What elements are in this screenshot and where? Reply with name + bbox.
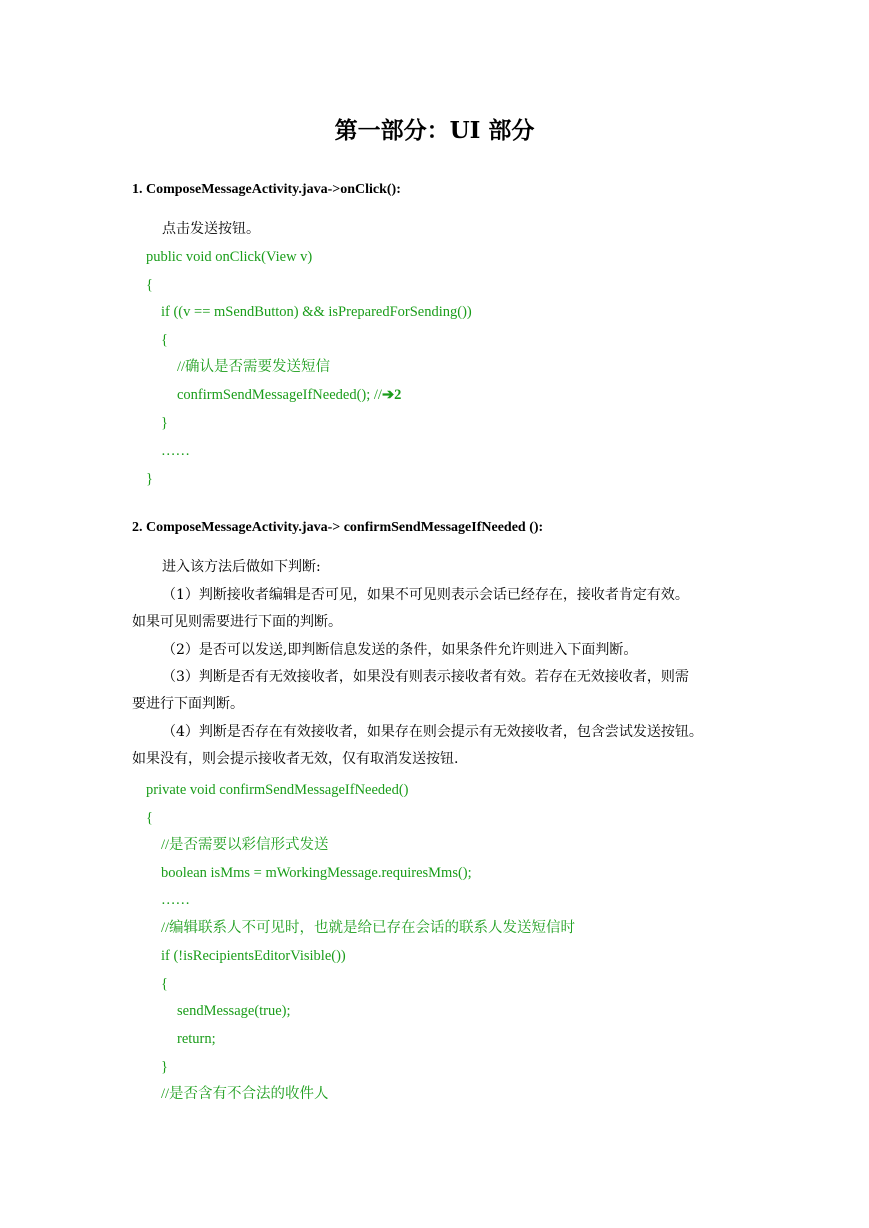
code-line: }: [161, 1059, 168, 1075]
code-line: if (!isRecipientsEditorVisible()): [161, 948, 346, 964]
code-line: }: [161, 415, 168, 431]
section-2-heading: 2. ComposeMessageActivity.java-> confirmSendMessageIfNeeded ():: [132, 520, 544, 535]
paragraph-line: 如果可见则需要进行下面的判断。: [132, 614, 342, 630]
page-title: 第一部分：UI 部分: [334, 117, 535, 144]
paragraph-line: 进入该方法后做如下判断:: [162, 559, 321, 575]
paragraph-line: 如果没有，则会提示接收者无效，仅有取消发送按钮.: [132, 751, 459, 767]
code-line: boolean isMms = mWorkingMessage.requiresMms();: [161, 865, 472, 881]
paragraph-line: （2）是否可以发送,即判断信息发送的条件，如果条件允许则进入下面判断。: [162, 642, 638, 658]
code-line: private void confirmSendMessageIfNeeded(): [146, 782, 409, 798]
code-line: return;: [177, 1031, 216, 1047]
code-line: {: [161, 332, 168, 348]
paragraph-line: （3）判断是否有无效接收者，如果没有则表示接收者有效。若存在无效接收者，则需: [162, 669, 689, 685]
section-1-heading: 1. ComposeMessageActivity.java->onClick():: [132, 182, 401, 197]
code-call-text: confirmSendMessageIfNeeded(); //: [177, 387, 382, 403]
code-comment: //是否需要以彩信形式发送: [161, 837, 329, 853]
code-line: {: [146, 810, 153, 826]
code-comment: //是否含有不合法的收件人: [161, 1086, 329, 1102]
code-line: public void onClick(View v): [146, 249, 313, 265]
code-ellipsis: ……: [161, 892, 190, 908]
arrow-target: 2: [394, 387, 402, 403]
code-line: {: [161, 976, 168, 992]
code-line: }: [146, 471, 153, 487]
code-line: sendMessage(true);: [177, 1003, 291, 1019]
paragraph-line: （4）判断是否存在有效接收者，如果存在则会提示有无效接收者，包含尝试发送按钮。: [162, 724, 703, 740]
code-line: if ((v == mSendButton) && isPreparedForSending()): [161, 304, 472, 320]
paragraph-line: 要进行下面判断。: [132, 696, 244, 712]
section-1-intro: 点击发送按钮。: [162, 221, 260, 237]
code-comment: //编辑联系人不可见时，也就是给已存在会话的联系人发送短信时: [161, 920, 576, 936]
code-line-call: [177, 385, 401, 405]
arrow-right-icon: ➔: [381, 387, 395, 403]
code-comment: //确认是否需要发送短信: [177, 359, 331, 375]
code-ellipsis: ……: [161, 443, 190, 459]
paragraph-line: （1）判断接收者编辑是否可见，如果不可见则表示会话已经存在，接收者肯定有效。: [162, 587, 689, 603]
code-line: {: [146, 277, 153, 293]
